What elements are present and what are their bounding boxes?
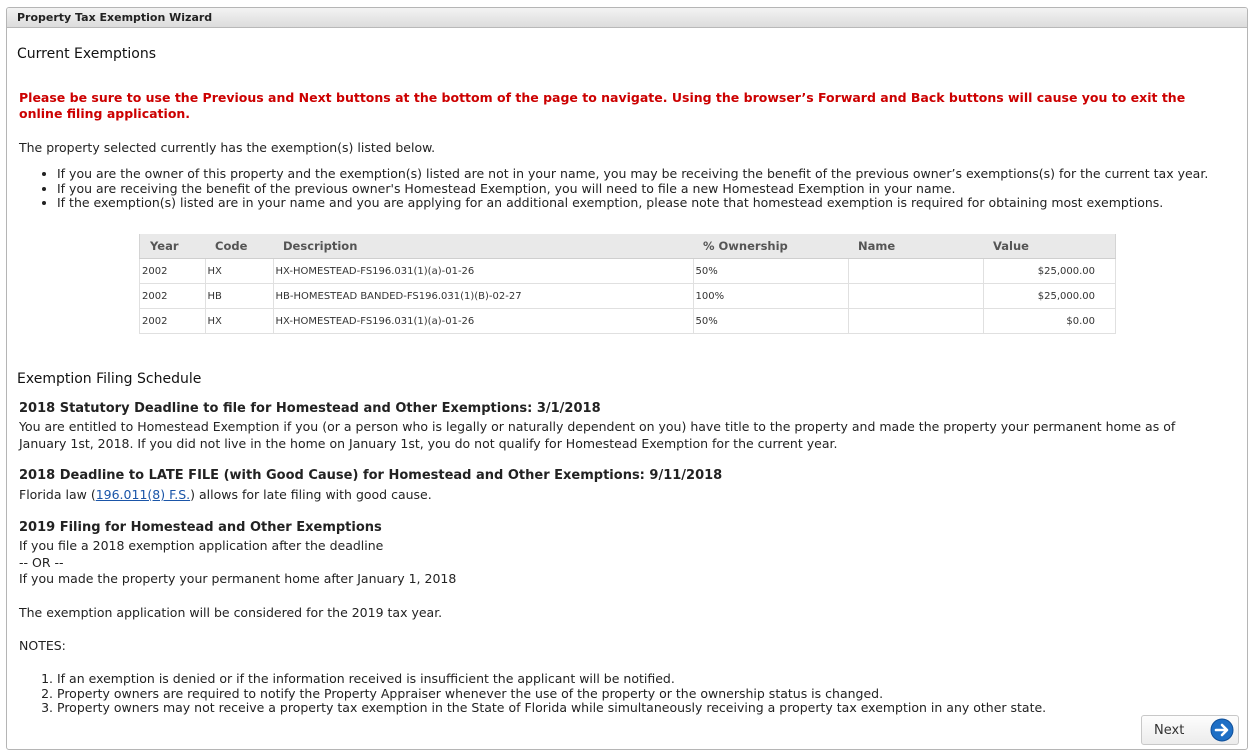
notes-label: NOTES:: [19, 638, 66, 653]
cell-value: $25,000.00: [983, 284, 1116, 309]
cell-code: HX: [205, 309, 273, 334]
notes-list: [37, 672, 1046, 716]
column-header-name: Name: [848, 234, 983, 259]
cell-year: 2002: [140, 259, 206, 284]
next-button-label: Next: [1154, 722, 1185, 738]
cell-ownership: 50%: [693, 259, 848, 284]
table-row: [140, 309, 1116, 334]
late-file-deadline-title: 2018 Deadline to LATE FILE (with Good Cause) for Homestead and Other Exemptions: 9/11/2018: [19, 468, 723, 483]
table-header-row: [140, 234, 1116, 259]
note-item: 1. If an exemption is denied or if the information received is insufficient the applicant will be notified.: [57, 672, 1046, 687]
bullet-item: • If you are the owner of this property and the exemption(s) listed are not in your name, you may be receiving the benefit of the previous owner’s exemptions(s) for the current tax year.: [57, 167, 1208, 182]
cell-year: 2002: [140, 284, 206, 309]
wizard-window: [6, 7, 1248, 750]
arrow-right-circle-icon: [1210, 718, 1234, 742]
current-exemptions-heading: Current Exemptions: [17, 46, 156, 62]
exemptions-table: [139, 234, 1116, 334]
table-row: [140, 284, 1116, 309]
late-file-text-pre: Florida law (: [19, 487, 96, 502]
wizard-content: [7, 28, 1247, 749]
table-row: [140, 259, 1116, 284]
cell-description: HB-HOMESTEAD BANDED-FS196.031(1)(B)-02-27: [273, 284, 693, 309]
statutory-deadline-title: 2018 Statutory Deadline to file for Homestead and Other Exemptions: 3/1/2018: [19, 401, 601, 416]
next-year-or: -- OR --: [19, 555, 64, 570]
cell-ownership: 100%: [693, 284, 848, 309]
navigation-warning: Please be sure to use the Previous and Next buttons at the bottom of the page to navigate. Using the browser’s Forward and Back buttons will cause you to exit the online filing application.: [19, 90, 1186, 121]
filing-schedule-heading: Exemption Filing Schedule: [17, 371, 202, 387]
window-title: Property Tax Exemption Wizard: [7, 8, 1247, 28]
statutory-deadline-text: You are entitled to Homestead Exemption if you (or a person who is legally or naturally dependent on you) have title to the property and made the property your permanent home as of January 1st, 2018. If you did not live in the home on January 1st, you do not qualify for Homestead Exemption for the current year.: [19, 419, 1176, 451]
late-file-text: [19, 486, 432, 503]
statute-link[interactable]: 196.011(8) F.S.: [95, 487, 191, 502]
cell-code: HX: [205, 259, 273, 284]
cell-description: HX-HOMESTEAD-FS196.031(1)(a)-01-26: [273, 309, 693, 334]
next-button[interactable]: [1141, 715, 1239, 745]
column-header-ownership: % Ownership: [693, 234, 848, 259]
cell-value: $0.00: [983, 309, 1116, 334]
cell-name: [848, 309, 983, 334]
next-year-line-1: If you file a 2018 exemption application after the deadline: [19, 538, 384, 553]
cell-ownership: 50%: [693, 309, 848, 334]
next-year-filing-title: 2019 Filing for Homestead and Other Exemptions: [19, 520, 382, 535]
cell-value: $25,000.00: [983, 259, 1116, 284]
late-file-text-post: ) allows for late filing with good cause.: [190, 487, 432, 502]
cell-year: 2002: [140, 309, 206, 334]
consideration-text: The exemption application will be considered for the 2019 tax year.: [19, 605, 443, 620]
cell-name: [848, 284, 983, 309]
cell-description: HX-HOMESTEAD-FS196.031(1)(a)-01-26: [273, 259, 693, 284]
cell-name: [848, 259, 983, 284]
column-header-code: Code: [205, 234, 273, 259]
note-item: 3. Property owners may not receive a property tax exemption in the State of Florida while simultaneously receiving a property tax exemption in any other state.: [57, 701, 1046, 716]
note-item: 2. Property owners are required to notify the Property Appraiser whenever the use of the property or the ownership status is changed.: [57, 687, 1046, 702]
next-year-line-2: If you made the property your permanent home after January 1, 2018: [19, 571, 457, 586]
bullet-item: • If you are receiving the benefit of the previous owner's Homestead Exemption, you will need to file a new Homestead Exemption in your name.: [57, 182, 1208, 197]
bullet-item: • If the exemption(s) listed are in your name and you are applying for an additional exemption, please note that homestead exemption is required for obtaining most exemptions.: [57, 196, 1208, 211]
cell-code: HB: [205, 284, 273, 309]
current-bullets: [37, 167, 1208, 211]
column-header-year: Year: [140, 234, 206, 259]
column-header-value: Value: [983, 234, 1116, 259]
current-intro-text: The property selected currently has the exemption(s) listed below.: [19, 140, 436, 155]
column-header-description: Description: [273, 234, 693, 259]
